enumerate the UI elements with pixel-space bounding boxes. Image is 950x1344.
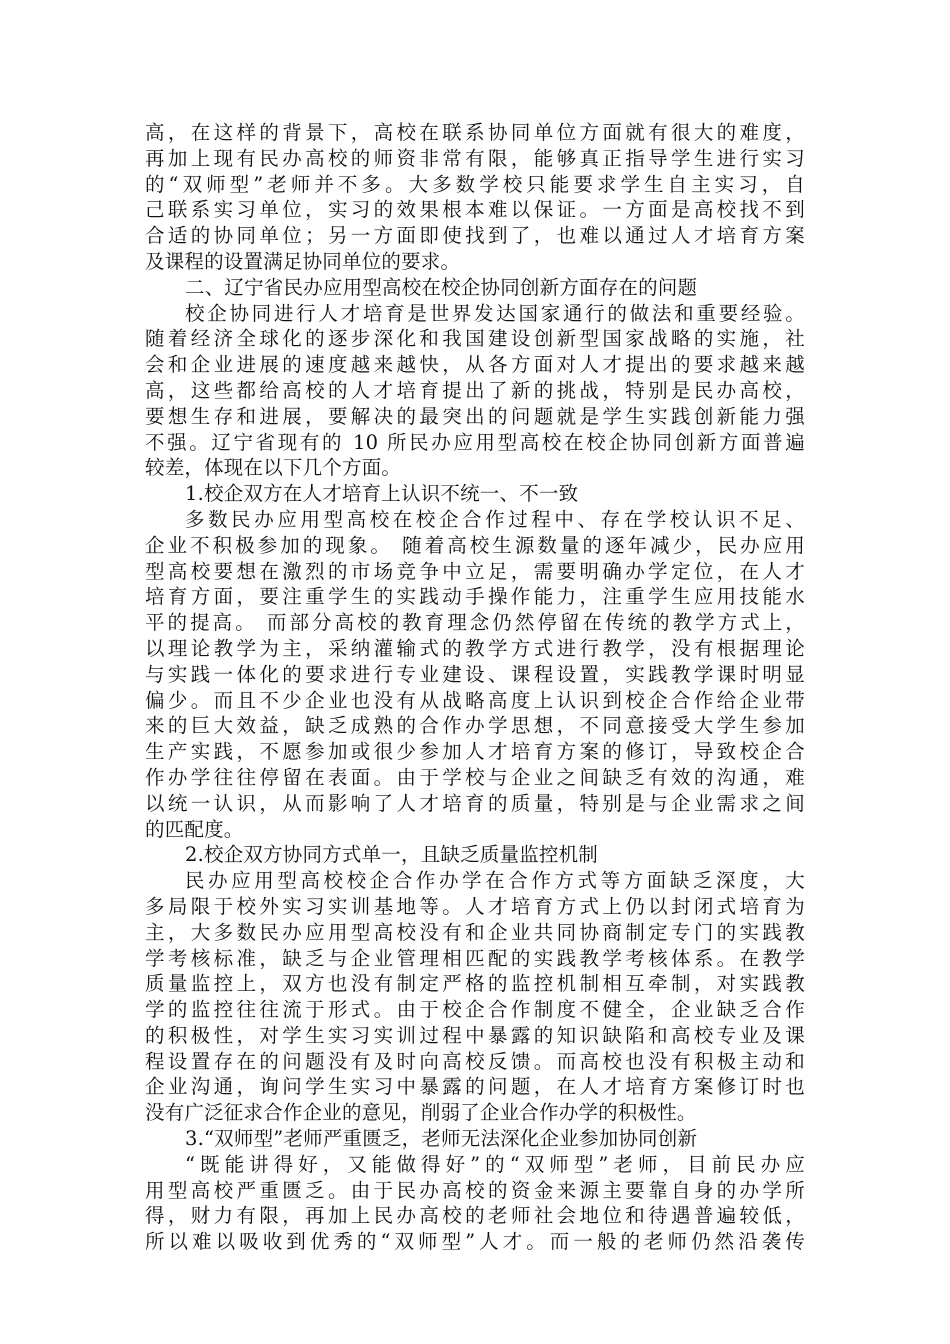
text-line: 所以难以吸收到优秀的“双师型”人才。而一般的老师仍然沿袭传 (145, 1230, 805, 1254)
text-line: 学的监控往往流于形式。由于校企合作制度不健全，企业缺乏合作 (145, 998, 805, 1022)
text-line: 主，大多数民办应用型高校没有和企业共同协商制定专门的实践教 (145, 920, 805, 944)
text-line: 不强。辽宁省现有的 10 所民办应用型高校在校企协同创新方面普遍 (145, 430, 805, 454)
paragraph-first-line: “既能讲得好，又能做得好”的“双师型”老师，目前民办应 (185, 1152, 805, 1176)
text-line: 以理论教学为主，采纳灌输式的教学方式进行教学，没有根据理论 (145, 636, 805, 660)
text-line: 会和企业进展的速度越来越快，从各方面对人才提出的要求越来越 (145, 353, 805, 377)
text-line: 随着经济全球化的逐步深化和我国建设创新型国家战略的实施，社 (145, 327, 805, 351)
text-line: 高，这些都给高校的人才培育提出了新的挑战，特别是民办高校， (145, 378, 805, 402)
paragraph-first-line: 3.“双师型”老师严重匮乏，老师无法深化企业参加协同创新 (185, 1127, 698, 1151)
text-line: 己联系实习单位，实习的效果根本难以保证。一方面是高校找不到 (145, 198, 805, 222)
text-line: 生产实践，不愿参加或很少参加人才培育方案的修订，导致校企合 (145, 740, 805, 764)
text-line: 的匹配度。 (145, 817, 244, 841)
paragraph-first-line: 多数民办应用型高校在校企合作过程中、存在学校认识不足、 (185, 507, 805, 531)
text-line: 较差，体现在以下几个方面。 (145, 456, 402, 480)
paragraph-first-line: 校企协同进行人才培育是世界发达国家通行的做法和重要经验。 (185, 301, 805, 325)
document-body (145, 120, 805, 1255)
text-line: 学考核标准，缺乏与企业管理相匹配的实践教学考核体系。在教学 (145, 946, 805, 970)
paragraph-first-line: 二、辽宁省民办应用型高校在校企协同创新方面存在的问题 (185, 275, 698, 299)
text-line: 得，财力有限，再加上民办高校的老师社会地位和待遇普遍较低， (145, 1204, 805, 1228)
text-line: 平的提高。 而部分高校的教育理念仍然停留在传统的教学方式上， (145, 611, 805, 635)
text-line: 没有广泛征求合作企业的意见，削弱了企业合作办学的积极性。 (145, 1101, 697, 1125)
text-line: 与实践一体化的要求进行专业建设、课程设置，实践教学课时明显 (145, 662, 805, 686)
paragraph-first-line: 民办应用型高校校企合作办学在合作方式等方面缺乏深度，大 (185, 869, 805, 893)
text-line: 以统一认识，从而影响了人才培育的质量，特别是与企业需求之间 (145, 791, 805, 815)
text-line: 企业沟通，询问学生实习中暴露的问题，在人才培育方案修订时也 (145, 1075, 805, 1099)
text-line: 再加上现有民办高校的师资非常有限，能够真正指导学生进行实习 (145, 146, 805, 170)
paragraph-first-line: 1.校企双方在人才培育上认识不统一、不一致 (185, 482, 579, 506)
text-line: 高，在这样的背景下，高校在联系协同单位方面就有很大的难度， (145, 121, 805, 144)
paragraph-first-line: 2.校企双方协同方式单一，且缺乏质量监控机制 (185, 843, 599, 867)
text-line: 程设置存在的问题没有及时向高校反馈。而高校也没有积极主动和 (145, 1049, 805, 1073)
text-line: 来的巨大效益，缺乏成熟的合作办学思想，不同意接受大学生参加 (145, 714, 805, 738)
text-line: 培育方面，要注重学生的实践动手操作能力，注重学生应用技能水 (145, 585, 805, 609)
text-line: 及课程的设置满足协同单位的要求。 (145, 249, 461, 273)
text-line: 质量监控上，双方也没有制定严格的监控机制相互牵制，对实践教 (145, 972, 805, 996)
text-line: 作办学往往停留在表面。由于学校与企业之间缺乏有效的沟通，难 (145, 765, 805, 789)
text-line: 合适的协同单位；另一方面即使找到了，也难以通过人才培育方案 (145, 224, 805, 248)
text-line: 企业不积极参加的现象。 随着高校生源数量的逐年减少，民办应用 (145, 533, 805, 557)
text-line: 的积极性，对学生实习实训过程中暴露的知识缺陷和高校专业及课 (145, 1023, 805, 1047)
text-line: 偏少。而且不少企业也没有从战略高度上认识到校企合作给企业带 (145, 688, 805, 712)
text-line: 型高校要想在激烈的市场竞争中立足，需要明确办学定位，在人才 (145, 559, 805, 583)
text-line: 要想生存和进展，要解决的最突出的问题就是学生实践创新能力强 (145, 404, 805, 428)
text-line: 多局限于校外实习实训基地等。人才培育方式上仍以封闭式培育为 (145, 894, 805, 918)
text-line: 用型高校严重匮乏。由于民办高校的资金来源主要靠自身的办学所 (145, 1178, 805, 1202)
text-line: 的“双师型”老师并不多。大多数学校只能要求学生自主实习，自 (145, 172, 805, 196)
